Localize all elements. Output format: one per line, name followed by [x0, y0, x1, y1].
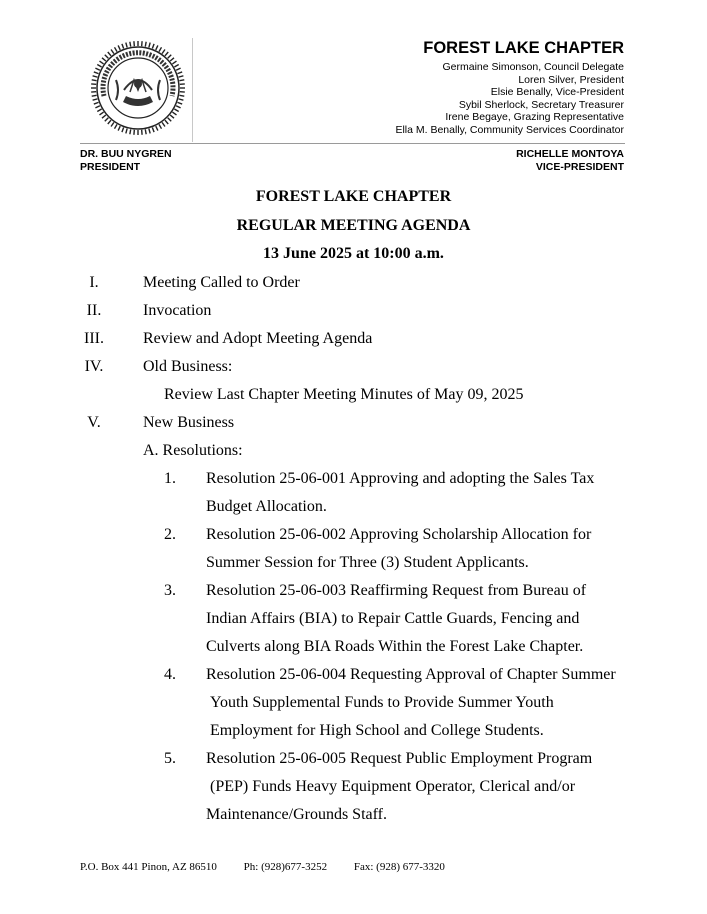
seal-tick [130, 42, 131, 47]
seal-tick [92, 80, 97, 81]
resolution-number: 3. [164, 582, 176, 599]
agenda-date: 13 June 2025 at 10:00 a.m. [263, 245, 444, 262]
item-numeral: II. [86, 302, 102, 319]
seal-tick [92, 95, 97, 96]
seal-tick [102, 115, 106, 118]
resolution-number: 1. [164, 470, 176, 487]
footer [80, 861, 469, 873]
seal-tick [156, 126, 158, 131]
seal-tick [118, 126, 120, 131]
item-text: Meeting Called to Order [143, 274, 300, 291]
footer-address: P.O. Box 441 Pinon, AZ 86510 [80, 861, 217, 873]
footer-phone: Ph: (928)677-3252 [243, 861, 328, 873]
seal-tick [152, 44, 154, 49]
item-numeral: I. [89, 274, 99, 291]
seal-tick [105, 118, 109, 122]
seal-tick [174, 65, 178, 68]
seal-divider [192, 38, 193, 142]
seal-tick [149, 43, 150, 48]
seal-tick [130, 129, 131, 134]
seal-tick [162, 49, 165, 53]
item-text: Review and Adopt Meeting Agenda [143, 330, 373, 347]
seal-tick [162, 122, 165, 126]
resolution-line: Resolution 25-06-005 Request Public Employment Program [206, 750, 593, 767]
left-exec-title: PRESIDENT [80, 161, 141, 173]
item-numeral: V. [87, 414, 101, 431]
seal-tick [115, 47, 118, 51]
seal-tick [168, 55, 172, 59]
seal-tick [174, 109, 178, 112]
resolution-line: Maintenance/Grounds Staff. [206, 806, 387, 823]
org-title: FOREST LAKE CHAPTER [423, 39, 624, 57]
resolution-number: 5. [164, 750, 176, 767]
seal-tick [97, 65, 101, 68]
seal-tick [94, 72, 99, 74]
resolution-line: Summer Session for Three (3) Student Applicants. [206, 554, 529, 571]
right-exec-name: RICHELLE MONTOYA [516, 148, 624, 160]
officer-line: Ella M. Benally, Community Services Coordinator [395, 123, 624, 136]
seal-tick [93, 76, 98, 77]
seal-tick [122, 44, 124, 49]
resolution-line: Indian Affairs (BIA) to Repair Cattle Guards, Fencing and [206, 610, 580, 627]
org-block [395, 38, 624, 137]
seal-tick [159, 47, 162, 51]
seal-tick [179, 95, 184, 96]
resolutions-heading: A. Resolutions: [143, 442, 243, 459]
agenda-title-meeting: REGULAR MEETING AGENDA [236, 217, 471, 234]
seal-tick [108, 52, 111, 56]
right-executive [516, 148, 624, 174]
navajo-nation-seal [90, 40, 186, 136]
item-text: New Business [143, 414, 235, 431]
seal-tick [95, 106, 100, 108]
resolution-line: Employment for High School and College Students. [210, 722, 544, 739]
seal-tick [102, 58, 106, 61]
seal-tick [156, 45, 158, 50]
seal-tick [168, 118, 172, 122]
resolution-line: Culverts along BIA Roads Within the Forest Lake Chapter. [206, 638, 584, 655]
seal-tick [94, 102, 99, 104]
left-executive [80, 148, 172, 174]
seal-tick [145, 129, 146, 134]
seal-tick [118, 45, 120, 50]
seal-tick [99, 112, 103, 115]
seal-tick [149, 129, 150, 134]
resolution-line: Resolution 25-06-004 Requesting Approval of Chapter Summer [206, 666, 616, 683]
officer-line: Germaine Simonson, Council Delegate [442, 61, 624, 73]
seal-tick [165, 120, 168, 124]
officer-line: Elsie Benally, Vice-President [490, 86, 624, 99]
seal-tick [99, 61, 103, 64]
resolution-number: 2. [164, 526, 176, 543]
footer-fax: Fax: (928) 677-3320 [353, 861, 445, 873]
seal-tick [179, 99, 184, 100]
item-text: Invocation [143, 302, 212, 319]
item-numeral: III. [84, 330, 104, 347]
seal-tick [176, 106, 181, 108]
resolution-line: Resolution 25-06-003 Reaffirming Request from Bureau of [206, 582, 587, 599]
seal-tick [176, 68, 181, 70]
seal-tick [172, 112, 176, 115]
right-exec-title: VICE-PRESIDENT [535, 161, 624, 173]
item-text: Old Business: [143, 358, 233, 375]
resolution-line: Resolution 25-06-002 Approving Scholarship Allocation for [206, 526, 592, 543]
seal-tick [145, 42, 146, 47]
seal-tick [115, 124, 118, 128]
old-business-subitem: Review Last Chapter Meeting Minutes of May 09, 2025 [164, 386, 524, 403]
resolution-line: Resolution 25-06-001 Approving and adopting the Sales Tax [206, 470, 595, 487]
header-rule [80, 143, 625, 144]
seal-tick [170, 58, 174, 61]
officer-line: Irene Begaye, Grazing Representative [445, 111, 624, 124]
seal-tick [111, 49, 114, 53]
resolution-number: 4. [164, 666, 176, 683]
seal-tick [111, 122, 114, 126]
seal-tick [108, 120, 111, 124]
seal-tick [122, 127, 124, 132]
seal-tick [93, 99, 98, 100]
resolution-line: (PEP) Funds Heavy Equipment Operator, Clerical and/or [210, 778, 576, 795]
seal-tick [95, 68, 100, 70]
seal-tick [159, 124, 162, 128]
resolution-line: Youth Supplemental Funds to Provide Summer Youth [210, 694, 554, 711]
seal-tick [126, 43, 127, 48]
seal-tick [165, 52, 168, 56]
seal-tick [105, 55, 109, 59]
seal-tick [179, 76, 184, 77]
seal-tick [126, 129, 127, 134]
officer-line: Loren Silver, President [518, 73, 624, 86]
seal-tick [97, 109, 101, 112]
item-numeral: IV. [84, 358, 104, 375]
officer-line: Sybil Sherlock, Secretary Treasurer [458, 98, 624, 111]
agenda-title-chapter: FOREST LAKE CHAPTER [255, 188, 452, 205]
seal-tick [179, 80, 184, 81]
resolution-line: Budget Allocation. [206, 498, 327, 515]
seal-tick [170, 115, 174, 118]
seal-tick [177, 102, 182, 104]
seal-tick [177, 72, 182, 74]
left-exec-name: DR. BUU NYGREN [80, 148, 172, 160]
seal-graphic [90, 40, 186, 136]
seal-tick [172, 61, 176, 64]
seal-tick [152, 127, 154, 132]
